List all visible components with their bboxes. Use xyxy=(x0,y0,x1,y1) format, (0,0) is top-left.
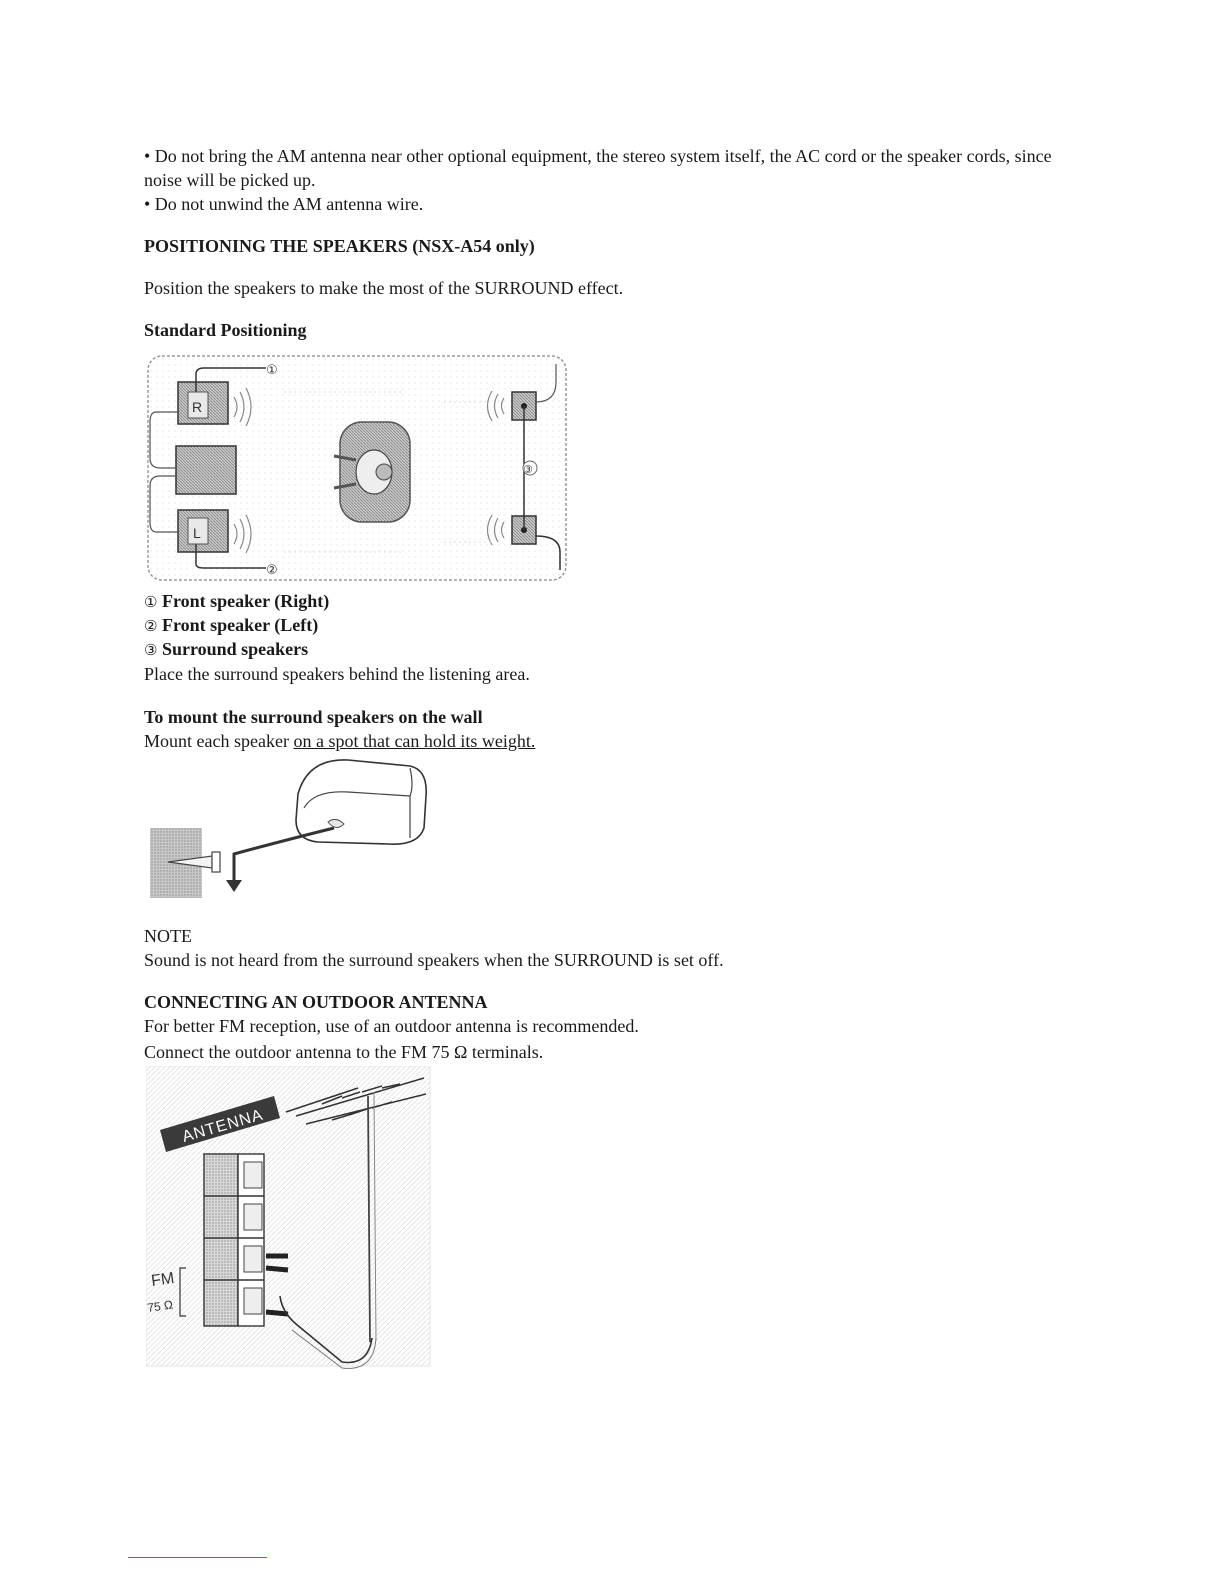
standard-positioning-heading: Standard Positioning xyxy=(144,320,307,340)
outdoor-antenna-line1: For better FM reception, use of an outdoor antenna is recommended. xyxy=(144,1016,639,1036)
outdoor-antenna-figure xyxy=(146,1066,432,1374)
note-text: Sound is not heard from the surround speakers when the SURROUND is set off. xyxy=(144,950,724,970)
legend-item-front-left xyxy=(144,613,318,638)
legend-label-1: Front speaker (Right) xyxy=(161,591,330,611)
marker-1-label: ① xyxy=(266,363,278,378)
legend-item-surround xyxy=(144,637,308,662)
mount-text-underlined: on a spot that can hold its weight. xyxy=(293,731,536,751)
bullet-am-noise-text: • Do not bring the AM antenna near other optional equipment, the stereo system itself, the AC cord or the speaker cords, since noise will be picked up. xyxy=(144,146,1052,190)
wall-mount-figure xyxy=(148,756,433,902)
legend-num-2: ② xyxy=(144,617,158,635)
bullet-am-noise xyxy=(144,144,1064,192)
legend-note: Place the surround speakers behind the listening area. xyxy=(144,664,530,684)
legend-label-2: Front speaker (Left) xyxy=(161,615,319,635)
legend-num-1: ① xyxy=(144,593,158,611)
mount-text-main: Mount each speaker xyxy=(144,731,294,751)
positioning-heading: POSITIONING THE SPEAKERS (NSX-A54 only) xyxy=(144,236,535,256)
mount-text xyxy=(144,729,535,753)
footnote-rule xyxy=(128,1557,267,1558)
speaker-r-label: R xyxy=(192,399,203,415)
main-unit xyxy=(176,446,236,494)
marker-2-label: ② xyxy=(266,563,278,578)
ohm-label: 75 Ω xyxy=(146,1297,174,1315)
marker-3-label: ③ xyxy=(523,463,533,476)
antenna-banner-label: ANTENNA xyxy=(180,1106,266,1146)
outdoor-antenna-heading: CONNECTING AN OUTDOOR ANTENNA xyxy=(144,992,488,1012)
listener-figure xyxy=(334,422,410,522)
mount-heading: To mount the surround speakers on the wall xyxy=(144,707,483,727)
bullet-am-unwind-text: • Do not unwind the AM antenna wire. xyxy=(144,194,424,214)
note-heading: NOTE xyxy=(144,926,192,946)
stereo-units xyxy=(204,1154,264,1326)
speaker-l-label: L xyxy=(193,525,201,541)
bullet-am-unwind xyxy=(144,192,423,216)
speaker-positioning-figure xyxy=(144,352,574,586)
outdoor-antenna-line2: Connect the outdoor antenna to the FM 75 Ω terminals. xyxy=(144,1042,544,1062)
positioning-text: Position the speakers to make the most of the SURROUND effect. xyxy=(144,278,624,298)
legend-num-3: ③ xyxy=(144,641,158,659)
legend-label-3: Surround speakers xyxy=(161,639,309,659)
legend-item-front-right xyxy=(144,589,329,614)
fm-label: FM xyxy=(150,1269,176,1290)
